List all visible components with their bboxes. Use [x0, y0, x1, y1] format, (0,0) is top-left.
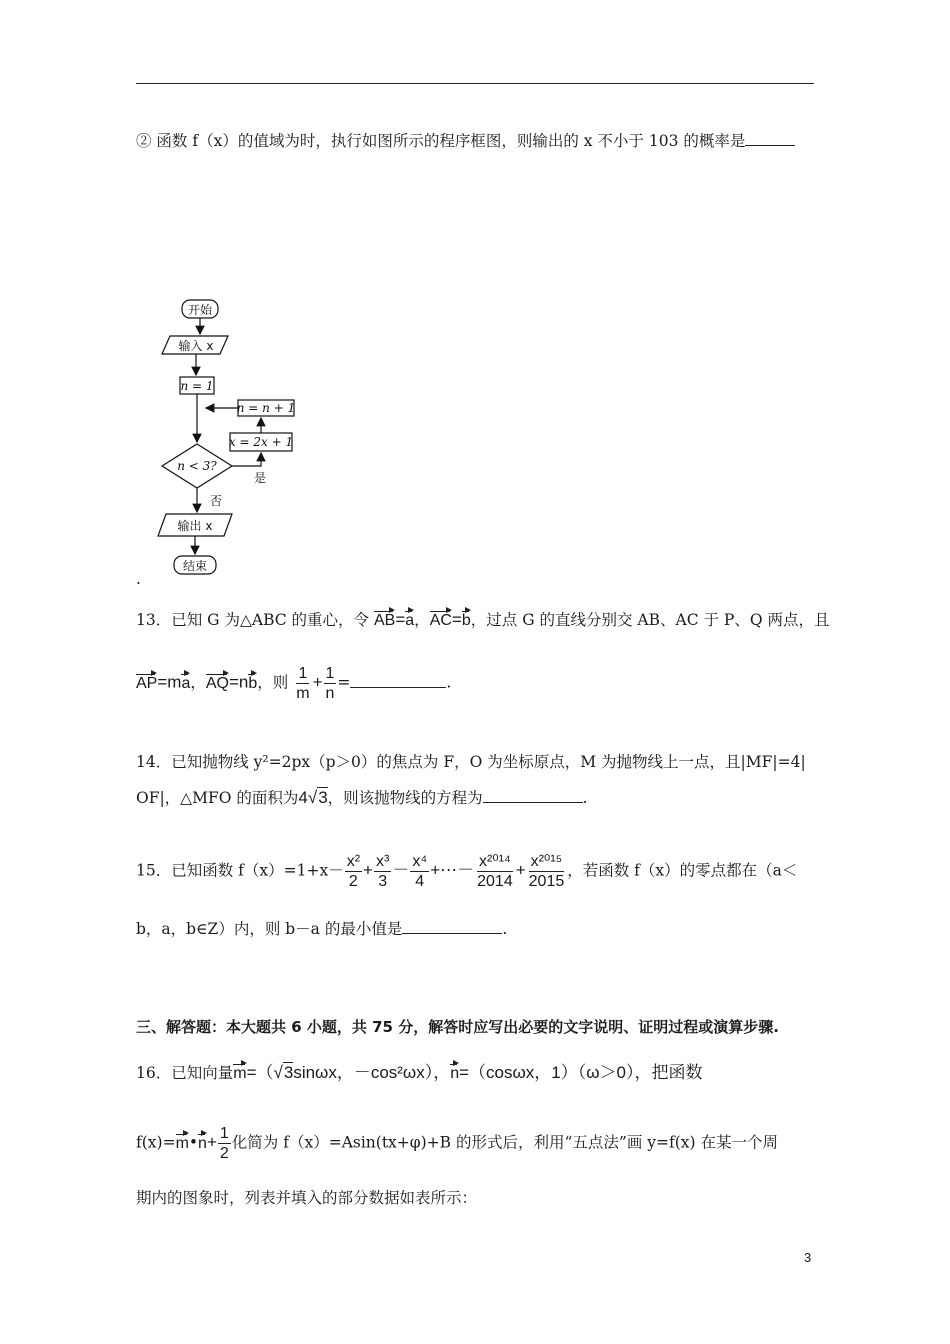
- expr-4-sqrt-3: 4√3: [298, 788, 328, 807]
- q13-then: ，则: [257, 673, 289, 692]
- flow-assign-label: x = 2x + 1: [228, 435, 294, 449]
- flow-output-label: 输出 x: [177, 519, 213, 533]
- q14-text-a: OF|，△MFO 的面积为: [136, 789, 299, 807]
- q16-m-def-b: sinωx，－cos²ωx），: [293, 1063, 451, 1082]
- vector-ab: AB: [373, 612, 396, 629]
- flow-input-label: 输入 x: [178, 339, 214, 353]
- q13-comma1: ，: [414, 611, 430, 629]
- vector-aq: AQ: [205, 674, 229, 692]
- flow-yes-label: 是: [254, 471, 267, 485]
- flow-end-label: 结束: [182, 559, 208, 573]
- vector-m-2: m: [175, 1134, 189, 1152]
- q13-answer-blank[interactable]: [350, 673, 446, 688]
- q13-line2: [136, 664, 451, 703]
- vector-n-2: n: [198, 1134, 207, 1152]
- flow-increment-label: n = n + 1: [236, 401, 296, 415]
- vector-m: m: [233, 1065, 247, 1082]
- vector-a-2: a: [181, 674, 191, 692]
- q12-answer-blank[interactable]: [745, 131, 795, 146]
- sqrt-3: √3: [273, 1063, 294, 1082]
- q16-dot: •: [188, 1133, 199, 1152]
- q16-line2: f(x)=m•n+ $\frac{1}{2}$ 化简为 f（x）=Asin(tx+φ)+B 的形式后，利用“五点法”画 y=f(x) 在某一个周: [136, 1125, 779, 1162]
- q16-lead: 16．已知向量: [136, 1064, 234, 1082]
- q15-line1: 15．已知函数 f（x）=1+x－ $\frac{\text{x²}}{2}$ + $\frac{\text{x³}}{3}$ － $\frac{\text{x⁴}}{4}$ +⋯－ $\frac{\text{x²⁰¹⁴}}{2014}$ + $\frac{\text{x²⁰¹⁵}}{2015}$ ，若函数 f（x）的零点都在（a＜: [136, 853, 798, 890]
- flow-no-label: 否: [210, 494, 223, 508]
- q15-text-2: b，a，b∈Z）内，则 b－a 的最小值是: [136, 920, 403, 938]
- q16-n-def: =（cosωx，1）（ω＞0），把函数: [459, 1063, 703, 1082]
- header-rule: [136, 83, 814, 84]
- q16-text-2: 化简为 f（x）=Asin(tx+φ)+B 的形式后，利用“五点法”画 y=f(x) 在某一个周: [231, 1133, 779, 1152]
- q13-plus: +: [312, 672, 323, 692]
- flow-start-label: 开始: [187, 303, 213, 317]
- q15-tail: ，若函数 f（x）的零点都在（a＜: [567, 861, 798, 880]
- vector-a: a: [405, 612, 415, 629]
- q14-text-b: ，则该抛物线的方程为: [327, 789, 483, 807]
- q15-line2: [136, 917, 507, 939]
- q14-answer-blank[interactable]: [483, 788, 583, 803]
- q16-fx: f(x)=: [136, 1133, 176, 1152]
- q13-period: .: [446, 673, 452, 692]
- q12-part2-line: [136, 129, 795, 151]
- q16-m-def-a: =（: [246, 1063, 274, 1082]
- term-x4-over-4: $\frac{\text{x⁴}}{4}$: [412, 853, 428, 890]
- term-x2015-over-2015: $\frac{\text{x²⁰¹⁵}}{2015}$: [528, 853, 565, 890]
- q13-ap-rhs: =m: [157, 672, 182, 692]
- q15-lead: 15．已知函数 f（x）=1+x－: [136, 861, 344, 880]
- vector-b-2: b: [248, 674, 258, 692]
- q13-line1: [136, 608, 829, 630]
- flow-init-label: n = 1: [180, 379, 214, 393]
- vector-ap: AP: [136, 674, 158, 692]
- q13-eq-b: =: [451, 610, 462, 629]
- q13-eq-a: =: [395, 610, 406, 629]
- q16-line3: 期内的图象时，列表并填入的部分数据如表所示：: [136, 1189, 478, 1207]
- flowchart: [150, 292, 310, 582]
- q14-line2: [136, 786, 588, 808]
- vector-ac: AC: [429, 612, 452, 629]
- term-x3-over-3: $\frac{\text{x³}}{3}$: [375, 853, 390, 890]
- q13-text-a: 13．已知 G 为△ABC 的重心，令: [136, 611, 370, 629]
- section-3-heading: 三、解答题：本大题共 6 小题，共 75 分，解答时应写出必要的文字说明、证明过程或演算步骤.: [136, 1018, 779, 1036]
- q15-answer-blank[interactable]: [402, 919, 502, 934]
- term-x2014-over-2014: $\frac{\text{x²⁰¹⁴}}{2014}$: [477, 853, 513, 890]
- q13-eq-end: =: [337, 673, 351, 692]
- page-number: 3: [804, 1250, 812, 1265]
- flow-condition-label: n < 3?: [177, 459, 217, 473]
- fraction-1-over-m: $\frac{1}{m}$: [296, 665, 310, 702]
- q13-aq-rhs: =n: [228, 672, 249, 692]
- q14-period: .: [582, 789, 588, 807]
- q14-line1: 14．已知抛物线 y²=2px（p＞0）的焦点为 F，O 为坐标原点，M 为抛物线上一点，且|MF|=4|: [136, 753, 806, 771]
- fraction-one-half: $\frac{1}{2}$: [219, 1125, 229, 1162]
- q15-period: .: [502, 920, 508, 938]
- q12-part2-text: ② 函数 f（x）的值域为时，执行如图所示的程序框图，则输出的 x 不小于 103 的概率是: [136, 132, 746, 150]
- figure-end-dot: .: [136, 570, 141, 588]
- term-x2-over-2: $\frac{\text{x²}}{2}$: [346, 853, 361, 890]
- q16-line1: [136, 1058, 702, 1083]
- q13-comma2: ，: [190, 673, 206, 692]
- vector-b: b: [461, 612, 471, 629]
- q13-text-b: ，过点 G 的直线分别交 AB、AC 于 P、Q 两点，且: [470, 611, 830, 629]
- fraction-1-over-n: $\frac{1}{n}$: [325, 665, 335, 702]
- vector-n: n: [450, 1065, 460, 1082]
